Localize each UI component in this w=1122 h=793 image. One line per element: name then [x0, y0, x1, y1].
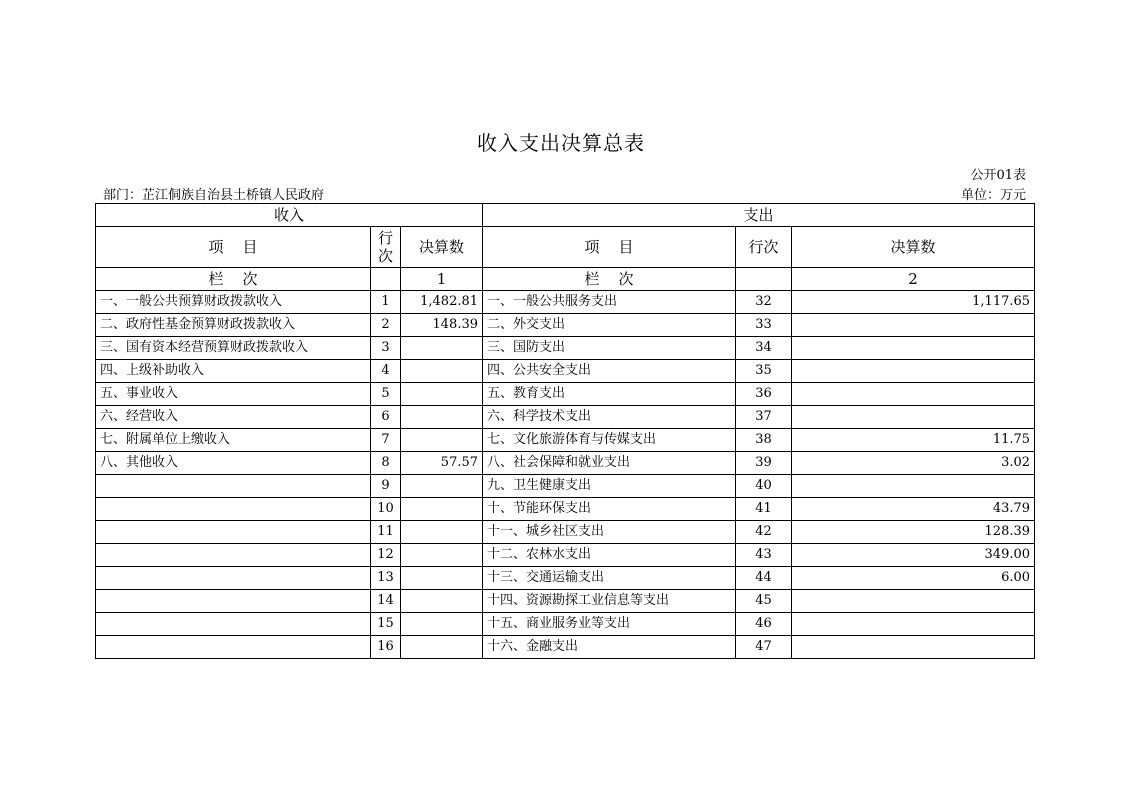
income-amount-cell: 57.57: [401, 452, 483, 475]
table-row: [96, 291, 1035, 314]
expense-amount-cell: 3.02: [792, 452, 1035, 475]
expense-column-label: 栏 次: [483, 268, 736, 291]
income-amount-cell: 148.39: [401, 314, 483, 337]
expense-amount-cell: [792, 314, 1035, 337]
expense-amount-cell: [792, 337, 1035, 360]
income-amount-cell: [401, 337, 483, 360]
income-item-cell: 七、附属单位上缴收入: [96, 429, 371, 452]
income-item-cell: [96, 613, 371, 636]
table-row: [96, 613, 1035, 636]
income-item-cell: [96, 544, 371, 567]
income-line-no-cell: 7: [371, 429, 401, 452]
income-line-no-cell: 13: [371, 567, 401, 590]
table-code: 公开01表: [970, 168, 1026, 183]
income-header: 收入: [96, 204, 483, 227]
expense-amount-cell: 11.75: [792, 429, 1035, 452]
income-line-no-cell: 3: [371, 337, 401, 360]
expense-line-no-cell: 37: [736, 406, 792, 429]
income-item-cell: [96, 475, 371, 498]
income-item-cell: [96, 567, 371, 590]
table-row: [96, 383, 1035, 406]
income-line-no-cell: 2: [371, 314, 401, 337]
expense-line-no-cell: 32: [736, 291, 792, 314]
expense-item-header: 项 目: [483, 227, 736, 268]
income-amount-cell: [401, 613, 483, 636]
income-line-no-header: 行 次: [371, 227, 401, 268]
table-row: [96, 337, 1035, 360]
income-amount-cell: [401, 636, 483, 659]
expense-amount-header: 决算数: [792, 227, 1035, 268]
expense-amount-cell: 128.39: [792, 521, 1035, 544]
income-item-cell: 一、一般公共预算财政拨款收入: [96, 291, 371, 314]
income-item-cell: 六、经营收入: [96, 406, 371, 429]
expense-line-no-cell: 45: [736, 590, 792, 613]
expense-amount-cell: [792, 406, 1035, 429]
expense-amount-cell: 349.00: [792, 544, 1035, 567]
income-line-no-cell: 16: [371, 636, 401, 659]
expense-line-no-cell: 39: [736, 452, 792, 475]
expense-amount-cell: 43.79: [792, 498, 1035, 521]
empty-cell: [371, 268, 401, 291]
income-item-cell: 八、其他收入: [96, 452, 371, 475]
income-item-cell: [96, 498, 371, 521]
expense-line-no-cell: 41: [736, 498, 792, 521]
empty-cell: [736, 268, 792, 291]
income-item-cell: [96, 590, 371, 613]
income-line-no-cell: 1: [371, 291, 401, 314]
expense-line-no-cell: 36: [736, 383, 792, 406]
expense-line-no-cell: 43: [736, 544, 792, 567]
income-amount-header: 决算数: [401, 227, 483, 268]
expense-line-no-cell: 33: [736, 314, 792, 337]
income-amount-cell: [401, 590, 483, 613]
expense-line-no-cell: 42: [736, 521, 792, 544]
income-amount-cell: [401, 567, 483, 590]
income-expense-table: [95, 203, 1035, 659]
income-amount-cell: [401, 475, 483, 498]
expense-item-cell: 十五、商业服务业等支出: [483, 613, 736, 636]
income-line-no-cell: 8: [371, 452, 401, 475]
expense-item-cell: 六、科学技术支出: [483, 406, 736, 429]
table-row: [96, 590, 1035, 613]
expense-line-no-cell: 47: [736, 636, 792, 659]
expense-item-cell: 二、外交支出: [483, 314, 736, 337]
income-item-cell: 三、国有资本经营预算财政拨款收入: [96, 337, 371, 360]
income-line-no-cell: 4: [371, 360, 401, 383]
column-header-row: [96, 227, 1035, 268]
column-index-row: [96, 268, 1035, 291]
income-amount-cell: [401, 498, 483, 521]
expense-amount-cell: [792, 590, 1035, 613]
income-item-cell: 四、上级补助收入: [96, 360, 371, 383]
expense-item-cell: 四、公共安全支出: [483, 360, 736, 383]
expense-item-cell: 十二、农林水支出: [483, 544, 736, 567]
expense-line-no-header: 行次: [736, 227, 792, 268]
income-amount-cell: [401, 429, 483, 452]
table-row: [96, 521, 1035, 544]
expense-item-cell: 五、教育支出: [483, 383, 736, 406]
expense-amount-cell: [792, 613, 1035, 636]
income-line-no-cell: 9: [371, 475, 401, 498]
expense-column-number: 2: [792, 268, 1035, 291]
income-line-no-cell: 5: [371, 383, 401, 406]
table-row: [96, 429, 1035, 452]
income-amount-cell: [401, 406, 483, 429]
income-line-no-cell: 15: [371, 613, 401, 636]
expense-amount-cell: [792, 636, 1035, 659]
expense-line-no-cell: 40: [736, 475, 792, 498]
table-header-row: [96, 204, 1035, 227]
income-amount-cell: [401, 383, 483, 406]
income-item-cell: [96, 521, 371, 544]
expense-item-cell: 十三、交通运输支出: [483, 567, 736, 590]
table-row: [96, 452, 1035, 475]
income-line-no-cell: 6: [371, 406, 401, 429]
income-amount-cell: 1,482.81: [401, 291, 483, 314]
unit-label: 单位：万元: [960, 188, 1026, 203]
expense-item-cell: 九、卫生健康支出: [483, 475, 736, 498]
expense-amount-cell: [792, 383, 1035, 406]
income-item-cell: [96, 636, 371, 659]
expense-amount-cell: 6.00: [792, 567, 1035, 590]
page-title: 收入支出决算总表: [477, 131, 645, 155]
table-row: [96, 406, 1035, 429]
table-row: [96, 314, 1035, 337]
expense-item-cell: 一、一般公共服务支出: [483, 291, 736, 314]
expense-item-cell: 十四、资源勘探工业信息等支出: [483, 590, 736, 613]
expense-item-cell: 十六、金融支出: [483, 636, 736, 659]
table-row: [96, 498, 1035, 521]
income-column-number: 1: [401, 268, 483, 291]
expense-item-cell: 七、文化旅游体育与传媒支出: [483, 429, 736, 452]
expense-item-cell: 十一、城乡社区支出: [483, 521, 736, 544]
expense-item-cell: 八、社会保障和就业支出: [483, 452, 736, 475]
table-row: [96, 475, 1035, 498]
income-line-no-cell: 14: [371, 590, 401, 613]
expense-amount-cell: [792, 360, 1035, 383]
expense-amount-cell: [792, 475, 1035, 498]
income-item-header: 项 目: [96, 227, 371, 268]
income-line-no-cell: 12: [371, 544, 401, 567]
expense-item-cell: 十、节能环保支出: [483, 498, 736, 521]
income-amount-cell: [401, 360, 483, 383]
expense-item-cell: 三、国防支出: [483, 337, 736, 360]
expense-line-no-cell: 46: [736, 613, 792, 636]
income-column-label: 栏 次: [96, 268, 371, 291]
department-label: 部门：芷江侗族自治县土桥镇人民政府: [103, 188, 325, 203]
expense-header: 支出: [483, 204, 1035, 227]
income-line-no-cell: 11: [371, 521, 401, 544]
table-row: [96, 636, 1035, 659]
expense-amount-cell: 1,117.65: [792, 291, 1035, 314]
table-row: [96, 544, 1035, 567]
expense-line-no-cell: 44: [736, 567, 792, 590]
table-row: [96, 360, 1035, 383]
income-item-cell: 五、事业收入: [96, 383, 371, 406]
expense-line-no-cell: 35: [736, 360, 792, 383]
income-amount-cell: [401, 544, 483, 567]
income-item-cell: 二、政府性基金预算财政拨款收入: [96, 314, 371, 337]
expense-line-no-cell: 38: [736, 429, 792, 452]
table-row: [96, 567, 1035, 590]
income-amount-cell: [401, 521, 483, 544]
income-line-no-cell: 10: [371, 498, 401, 521]
expense-line-no-cell: 34: [736, 337, 792, 360]
